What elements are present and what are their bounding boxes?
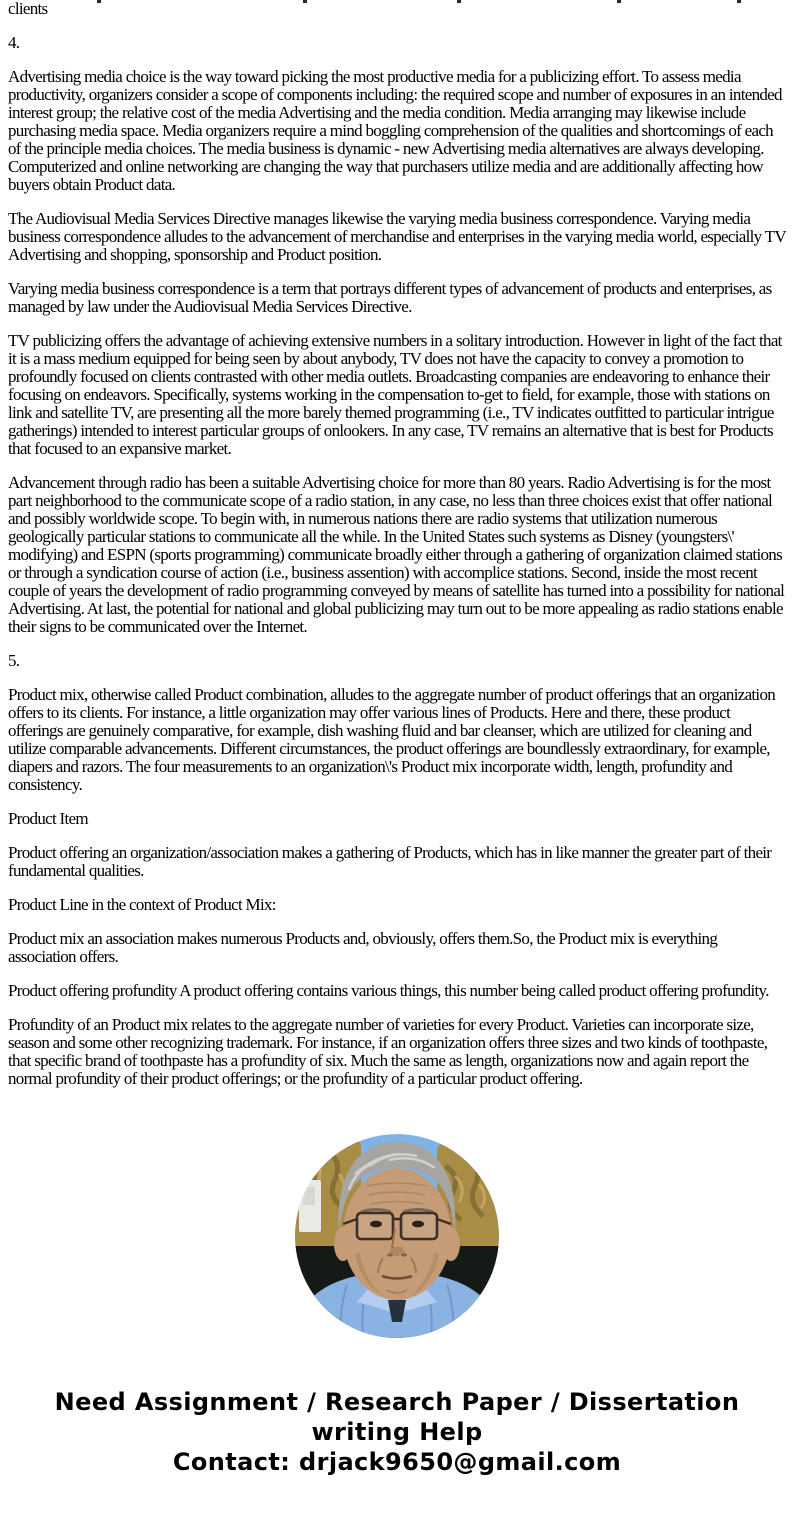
paragraph: Varying media business correspondence is a term that portrays different types of advancement of products and enterprises, as managed by law under the Audiovisual Media Services Directive.: [8, 279, 772, 316]
paragraph: Profundity of an Product mix relates to the aggregate number of varieties for every Product. Varieties can incorporate size, season and some other recognizing trademark. For instance, if an organization offers three sizes and two kinds of toothpaste, that specific brand of toothpaste has a profundity of six. Much the same as length, organizations now and again report the normal profundity of their product offerings; or the profundity of a particular product offering.: [8, 1015, 768, 1088]
glyph-tip: [303, 0, 307, 3]
paragraph: TV publicizing offers the advantage of achieving extensive numbers in a solitary introduction. However in light of the fact that it is a mass medium equipped for being seen by about anybody, TV does not have the capacity to convey a promotion to profoundly focused on clients contrasted with other media outlets. Broadcasting companies are endeavoring to enhance their focusing on endeavors. Specifically, systems working in the compensation to-get to field, for example, those with stations on link and satellite TV, are presenting all the more barely themed programming (i.e., TV indicates outfitted to particular intrigue gatherings) intended to interest particular groups of onlookers. In any case, TV remains an alternative that is best for Products that focused to an expansive market.: [8, 331, 782, 458]
paragraph: Product mix an association makes numerous Products and, obviously, offers them.So, the Product mix is everything association offers.: [8, 929, 718, 966]
footer-contact: Contact: drjack9650@gmail.com: [172, 1448, 622, 1476]
paragraph: Advertising media choice is the way toward picking the most productive media for a publicizing effort. To assess media productivity, organizers consider a scope of components including: the required scope and number of exposures in an intended interest group; the relative cost of the media Advertising and the media condition. Media arranging may likewise include purchasing media space. Media organizers require a mind boggling comprehension of the qualities and shortcomings of each of the principle media choices. The media business is dynamic - new Advertising media alternatives are always developing. Computerized and online networking are changing the way that purchasers utilize media and are additionally affecting how buyers obtain Product data.: [8, 67, 782, 194]
paragraph: Product offering profundity A product offering contains various things, this number being called product offering profundity.: [8, 981, 769, 1000]
glyph-tip: [97, 0, 101, 3]
paragraph: Product mix, otherwise called Product combination, alludes to the aggregate number of product offerings that an organization offers to its clients. For instance, a little organization may offer various lines of Products. Here and there, these product offerings are genuinely comparative, for example, dish washing fluid and bar cleanser, which are utilized for cleaning and utilize comparable advancements. Different circumstances, the product offerings are boundlessly extraordinary, for example, diapers and razors. The four measurements to an organization\'s Product mix incorporate width, length, profundity and consistency.: [8, 685, 776, 794]
profile-photo-image: [295, 1134, 499, 1338]
paragraph: Product offering an organization/association makes a gathering of Products, which has in like manner the greater part of their fundamental qualities.: [8, 843, 772, 880]
glyph-tip: [457, 0, 461, 3]
footer-heading: Need Assignment / Research Paper / Dissertation writing Help: [54, 1388, 740, 1446]
paragraph-fragment: clients: [8, 0, 48, 18]
glyph-tip: [617, 0, 621, 3]
paragraph: The Audiovisual Media Services Directive manages likewise the varying media business correspondence. Varying media business correspondence alludes to the advancement of merchandise and enterprises in the varying media world, especially TV Advertising and shopping, sponsorship and Product position.: [8, 209, 786, 264]
glyph-tip: [737, 0, 741, 3]
profile-photo: [295, 1134, 499, 1338]
section-number: 5.: [8, 651, 20, 670]
paragraph: Advancement through radio has been a suitable Advertising choice for more than 80 years. Radio Advertising is for the most part neighborhood to the communicate scope of a radio station, in any case, no less than three choices exist that offer national and possibly worldwide scope. To begin with, in numerous nations there are radio systems that utilization numerous geologically particular stations to communicate all the while. In the United States such systems as Disney (youngsters\' modifying) and ESPN (sports programming) communicate broadly either through a gathering of organization claimed stations or through a syndication course of action (i.e., business assention) with accomplice stations. Second, inside the most recent couple of years the development of radio programming conveyed by means of satellite has turned into a possibility for national Advertising. At last, the potential for national and global publicizing may turn out to be more appealing as radio stations enable their signs to be communicated over the Internet.: [8, 473, 785, 636]
section-number: 4.: [8, 33, 20, 52]
footer-banner: [11, 1387, 783, 1477]
paragraph: Product Line in the context of Product Mix:: [8, 895, 276, 914]
clipped-text-remnant: [0, 0, 794, 4]
paragraph: Product Item: [8, 809, 88, 828]
